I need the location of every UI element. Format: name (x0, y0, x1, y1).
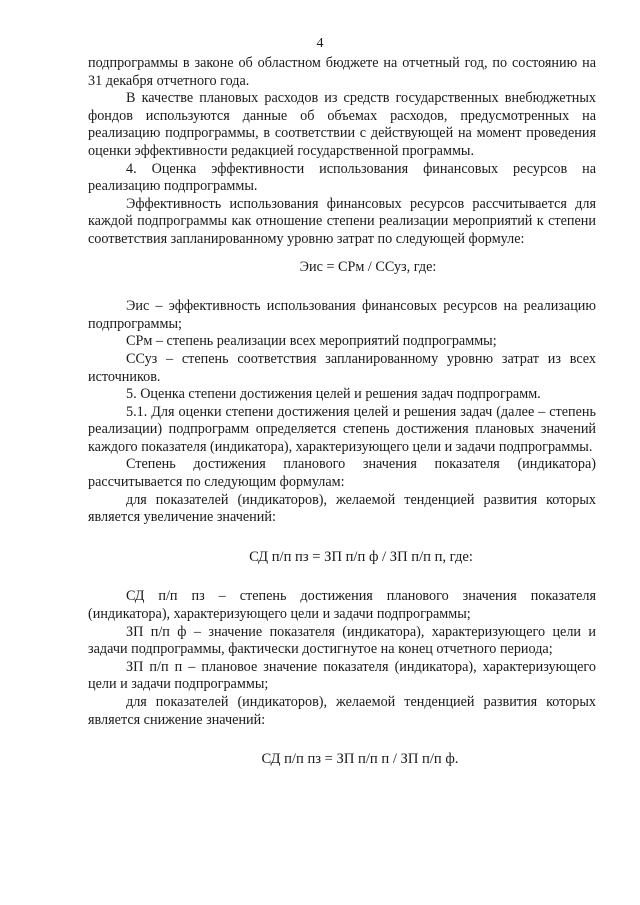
formula-efficiency: Эис = СРм / ССуз, где: (299, 258, 437, 275)
paragraph-decrease-case: для показателей (индикаторов), желаемой тенденцией развития которых является снижение значений: (88, 694, 596, 728)
definition-zp-plan: ЗП п/п п – плановое значение показателя (индикатора), характеризующего цели и задачи подпрограммы; (88, 658, 596, 693)
paragraph-continuation: подпрограммы в законе об областном бюджете на отчетный год, по состоянию на 31 декабря отчетного года. (88, 55, 596, 89)
formula-increase: СД п/п пз = ЗП п/п ф / ЗП п/п п, где: (249, 548, 473, 565)
paragraph-efficiency-definition: Эффективность использования финансовых ресурсов рассчитывается для каждой подпрограммы как отношение степени реализации мероприятий к степени соответствия запланированному уровню затрат по следующей формуле: (88, 195, 596, 247)
section-heading-4: 4. Оценка эффективности использования финансовых ресурсов на реализацию подпрограммы. (88, 160, 596, 195)
definition-eis: Эис – эффективность использования финансовых ресурсов на реализацию подпрограммы; (88, 298, 596, 332)
paragraph-5-1: 5.1. Для оценки степени достижения целей и решения задач (далее – степень реализации) подпрограмм определяется степень достижения плановых значений каждого показателя (индикатора), характеризующего цели и задачи подпрограммы. (88, 403, 596, 455)
page-number: 4 (316, 36, 324, 51)
paragraph-achievement-degree: Степень достижения планового значения показателя (индикатора) рассчитывается по следующим формулам: (88, 456, 596, 491)
section-heading-5: 5. Оценка степени достижения целей и решения задач подпрограмм. (126, 386, 541, 403)
definition-srm: СРм – степень реализации всех мероприятий подпрограммы; (126, 333, 497, 350)
paragraph-planned-expenses: В качестве плановых расходов из средств государственных внебюджетных фондов используются данные об объемах расходов, предусмотренных на реализацию подпрограммы, в соответствии с действующей на момент проведения оценки эффективности редакцией государственной программы. (88, 90, 596, 159)
definition-zp-fact: ЗП п/п ф – значение показателя (индикатора), характеризующего цели и задачи подпрограммы, фактически достигнутое на конец отчетного периода; (88, 623, 596, 658)
paragraph-increase-case: для показателей (индикаторов), желаемой тенденцией развития которых является увеличение значений: (88, 491, 596, 526)
definition-ssuz: ССуз – степень соответствия запланированному уровню затрат из всех источников. (88, 350, 596, 385)
document-body (88, 55, 596, 769)
formula-decrease: СД п/п пз = ЗП п/п п / ЗП п/п ф. (261, 751, 459, 768)
definition-sd: СД п/п пз – степень достижения планового значения показателя (индикатора), характеризующего цели и задачи подпрограммы; (88, 588, 596, 623)
